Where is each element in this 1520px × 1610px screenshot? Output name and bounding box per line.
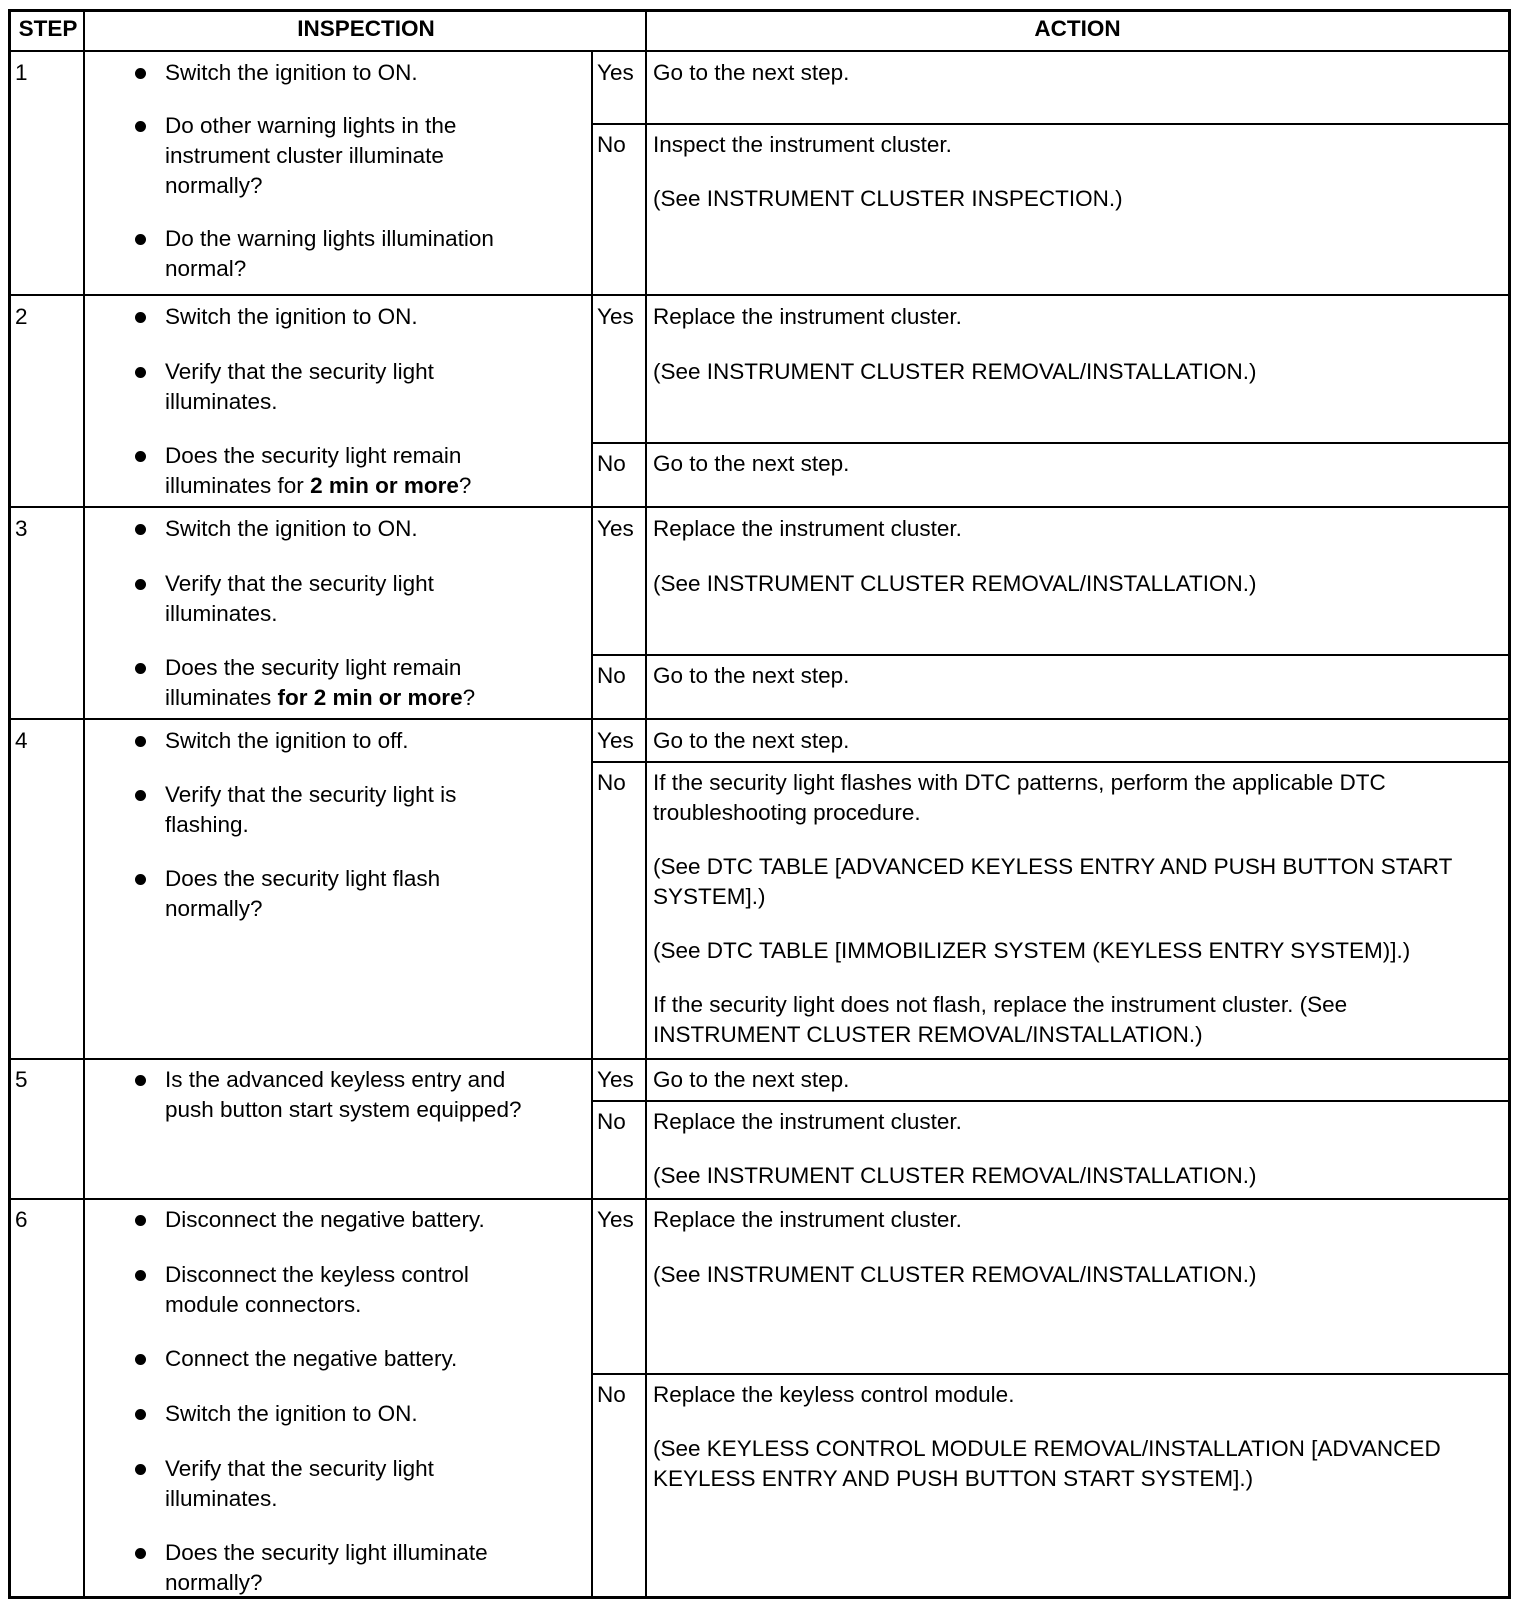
col-divider-yesno [591,50,593,1596]
yesno-split-2 [591,442,1508,444]
inspection-item: Verify that the security light illuminates. [85,357,555,417]
inspection-item: Switch the ignition to ON. [85,1399,555,1429]
bullet-icon [135,1270,146,1281]
row-border-4-5 [11,1058,1508,1060]
no-label: No [597,663,626,688]
action-text: (See INSTRUMENT CLUSTER INSPECTION.) [653,186,1123,211]
action-text: If the security light does not flash, replace the instrument cluster. (See INSTRUMENT CLUSTER REMOVAL/INSTALLATION.) [653,992,1348,1047]
step-number: 4 [15,728,28,753]
step-number: 1 [15,60,28,85]
inspection-item: Connect the negative battery. [85,1344,555,1374]
bullet-icon [135,524,146,535]
no-label: No [597,451,626,476]
yesno-split-5 [591,1100,1508,1102]
yes-label: Yes [597,304,634,329]
bullet-icon [135,312,146,323]
bullet-icon [135,1215,146,1226]
inspection-item: Disconnect the negative battery. [85,1205,555,1235]
action-text: Go to the next step. [653,1067,850,1092]
col-divider-inspection-end [645,12,647,1596]
header-action: ACTION [1034,16,1121,41]
yesno-split-4 [591,761,1508,763]
inspection-item: Does the security light remain illuminates for 2 min or more? [85,653,555,713]
step-number: 2 [15,304,28,329]
bullet-icon [135,1075,146,1086]
header-step: STEP [18,16,78,41]
inspection-item: Verify that the security light illuminates. [85,1454,555,1514]
action-text: (See INSTRUMENT CLUSTER REMOVAL/INSTALLATION.) [653,359,1257,384]
action-text: (See INSTRUMENT CLUSTER REMOVAL/INSTALLATION.) [653,1262,1257,1287]
inspection-item: Verify that the security light is flashing. [85,780,555,840]
no-label: No [597,1382,626,1407]
bullet-icon [135,68,146,79]
bullet-icon [135,579,146,590]
action-text: Go to the next step. [653,728,850,753]
inspection-item: Does the security light illuminate normally? [85,1538,555,1598]
inspection-item: Switch the ignition to ON. [85,302,555,332]
bullet-icon [135,1464,146,1475]
action-text: Go to the next step. [653,663,850,688]
action-text: (See KEYLESS CONTROL MODULE REMOVAL/INSTALLATION [ADVANCED KEYLESS ENTRY AND PUSH BUTTON START SYSTEM].) [653,1436,1441,1491]
yes-label: Yes [597,728,634,753]
inspection-item: Do the warning lights illumination normal? [85,224,555,284]
row-border-2-3 [11,506,1508,508]
bullet-icon [135,1548,146,1559]
bullet-icon [135,663,146,674]
inspection-item: Do other warning lights in the instrument cluster illuminate normally? [85,111,555,201]
no-label: No [597,1109,626,1134]
bullet-icon [135,1409,146,1420]
inspection-item: Switch the ignition to ON. [85,58,555,88]
step-number: 6 [15,1207,28,1232]
action-text: Replace the keyless control module. [653,1382,1015,1407]
step-number: 3 [15,516,28,541]
row-border-5-6 [11,1198,1508,1200]
action-text: Replace the instrument cluster. [653,516,962,541]
action-text: (See DTC TABLE [IMMOBILIZER SYSTEM (KEYLESS ENTRY SYSTEM)].) [653,938,1411,963]
diagnostic-table [8,9,1511,1599]
step-number: 5 [15,1067,28,1092]
yes-label: Yes [597,1067,634,1092]
action-text: Replace the instrument cluster. [653,1109,962,1134]
row-border-3-4 [11,718,1508,720]
action-text: If the security light flashes with DTC patterns, perform the applicable DTC troubleshooting procedure. [653,770,1386,825]
inspection-item: Does the security light flash normally? [85,864,555,924]
emphasis-duration: for 2 min or more [277,685,463,710]
inspection-item: Is the advanced keyless entry and push button start system equipped? [85,1065,555,1125]
inspection-item: Switch the ignition to ON. [85,514,555,544]
yes-label: Yes [597,1207,634,1232]
header-inspection: INSPECTION [297,16,435,41]
no-label: No [597,132,626,157]
yesno-split-6 [591,1373,1508,1375]
no-label: No [597,770,626,795]
row-border-1-2 [11,294,1508,296]
bullet-icon [135,367,146,378]
action-text: Replace the instrument cluster. [653,304,962,329]
bullet-icon [135,736,146,747]
bullet-icon [135,790,146,801]
yesno-split-1 [591,123,1508,125]
action-text: Go to the next step. [653,60,850,85]
emphasis-duration: 2 min or more [310,473,459,498]
bullet-icon [135,874,146,885]
action-text: (See INSTRUMENT CLUSTER REMOVAL/INSTALLATION.) [653,1163,1257,1188]
yesno-split-3 [591,654,1508,656]
yes-label: Yes [597,60,634,85]
action-text: Inspect the instrument cluster. [653,132,952,157]
action-text: Replace the instrument cluster. [653,1207,962,1232]
bullet-icon [135,451,146,462]
action-text: (See DTC TABLE [ADVANCED KEYLESS ENTRY AND PUSH BUTTON START SYSTEM].) [653,854,1452,909]
inspection-item: Switch the ignition to off. [85,726,555,756]
inspection-item: Does the security light remain illuminates for 2 min or more? [85,441,555,501]
yes-label: Yes [597,516,634,541]
inspection-item: Disconnect the keyless control module connectors. [85,1260,555,1320]
inspection-item: Verify that the security light illuminates. [85,569,555,629]
header-bottom-border [11,50,1508,52]
action-text: Go to the next step. [653,451,850,476]
action-text: (See INSTRUMENT CLUSTER REMOVAL/INSTALLATION.) [653,571,1257,596]
bullet-icon [135,121,146,132]
bullet-icon [135,1354,146,1365]
bullet-icon [135,234,146,245]
